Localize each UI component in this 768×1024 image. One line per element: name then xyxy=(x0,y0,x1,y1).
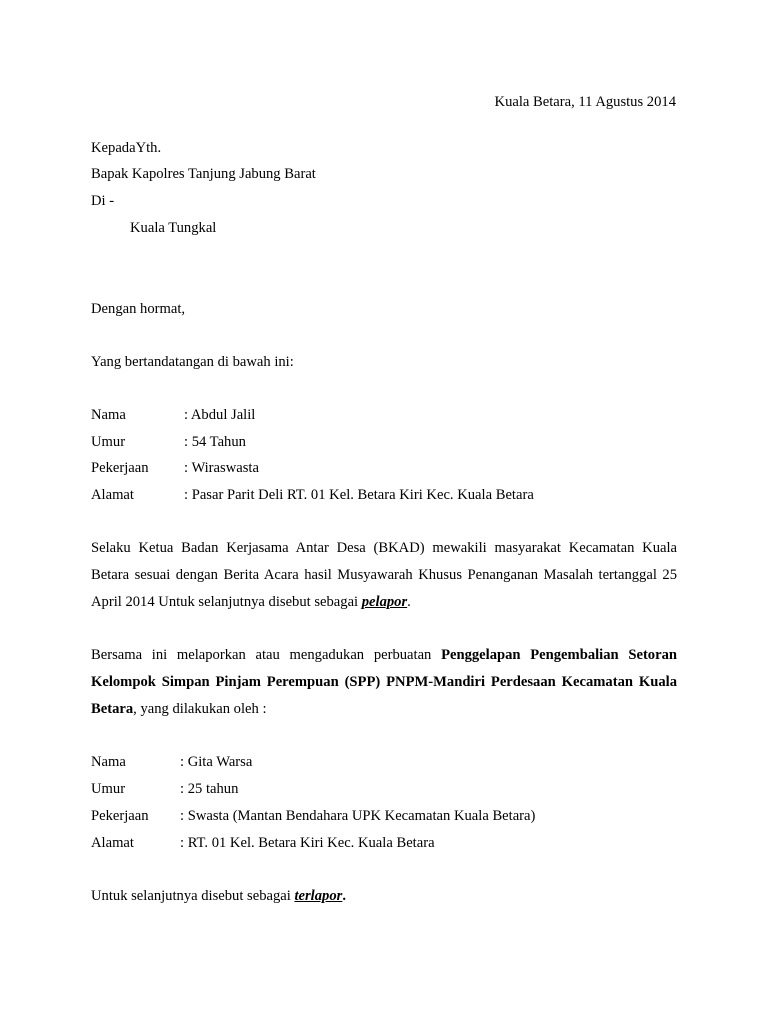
paragraph-complaint xyxy=(91,642,677,723)
paragraph-line: Bersama ini melaporkan atau mengadukan perbuatan Penggelapan Pengembalian Setoran xyxy=(91,647,677,663)
field-label: Umur xyxy=(91,434,126,450)
letter-date: Kuala Betara, 11 Agustus 2014 xyxy=(494,94,676,110)
complaint-subject: Betara xyxy=(91,701,134,717)
field-value: : Wiraswasta xyxy=(184,460,259,476)
field-value: : Swasta (Mantan Bendahara UPK Kecamatan Kuala Betara) xyxy=(180,808,536,824)
field-value: : Pasar Parit Deli RT. 01 Kel. Betara Kiri Kec. Kuala Betara xyxy=(184,487,534,503)
complaint-subject: Penggelapan Pengembalian Setoran xyxy=(441,647,677,663)
field-label: Nama xyxy=(91,407,126,423)
pelapor-term: pelapor xyxy=(361,594,408,610)
paragraph-line: April 2014 Untuk selanjutnya disebut sebagai pelapor. xyxy=(91,594,411,610)
field-label: Pekerjaan xyxy=(91,460,149,476)
recipient-to: KepadaYth. xyxy=(91,140,162,156)
field-label: Alamat xyxy=(91,487,134,503)
field-label: Alamat xyxy=(91,835,134,851)
field-label: Pekerjaan xyxy=(91,808,149,824)
salutation: Dengan hormat, xyxy=(91,301,186,317)
field-value: : RT. 01 Kel. Betara Kiri Kec. Kuala Betara xyxy=(180,835,435,851)
recipient-name: Bapak Kapolres Tanjung Jabung Barat xyxy=(91,166,316,182)
field-label: Nama xyxy=(91,754,126,770)
closing-line: Untuk selanjutnya disebut sebagai terlapor. xyxy=(91,888,346,904)
field-value: : Gita Warsa xyxy=(180,754,253,770)
recipient-di: Di - xyxy=(91,193,115,209)
recipient-place: Kuala Tungkal xyxy=(130,220,217,236)
complaint-subject: Kelompok Simpan Pinjam Perempuan (SPP) PNPM-Mandiri Perdesaan Kecamatan Kuala xyxy=(91,674,677,690)
paragraph-reporter-role xyxy=(91,535,677,616)
field-value: : Abdul Jalil xyxy=(184,407,256,423)
terlapor-term: terlapor xyxy=(294,888,343,904)
paragraph-line xyxy=(91,669,677,696)
field-value: : 54 Tahun xyxy=(184,434,246,450)
paragraph-line: Selaku Ketua Badan Kerjasama Antar Desa (BKAD) mewakili masyarakat Kecamatan Kuala xyxy=(91,540,677,556)
paragraph-line: Betara sesuai dengan Berita Acara hasil Musyawarah Khusus Penanganan Masalah tertanggal 25 xyxy=(91,567,677,583)
paragraph-line: Betara, yang dilakukan oleh : xyxy=(91,701,267,717)
intro-text: Yang bertandatangan di bawah ini: xyxy=(91,354,294,370)
field-label: Umur xyxy=(91,781,126,797)
field-value: : 25 tahun xyxy=(180,781,239,797)
